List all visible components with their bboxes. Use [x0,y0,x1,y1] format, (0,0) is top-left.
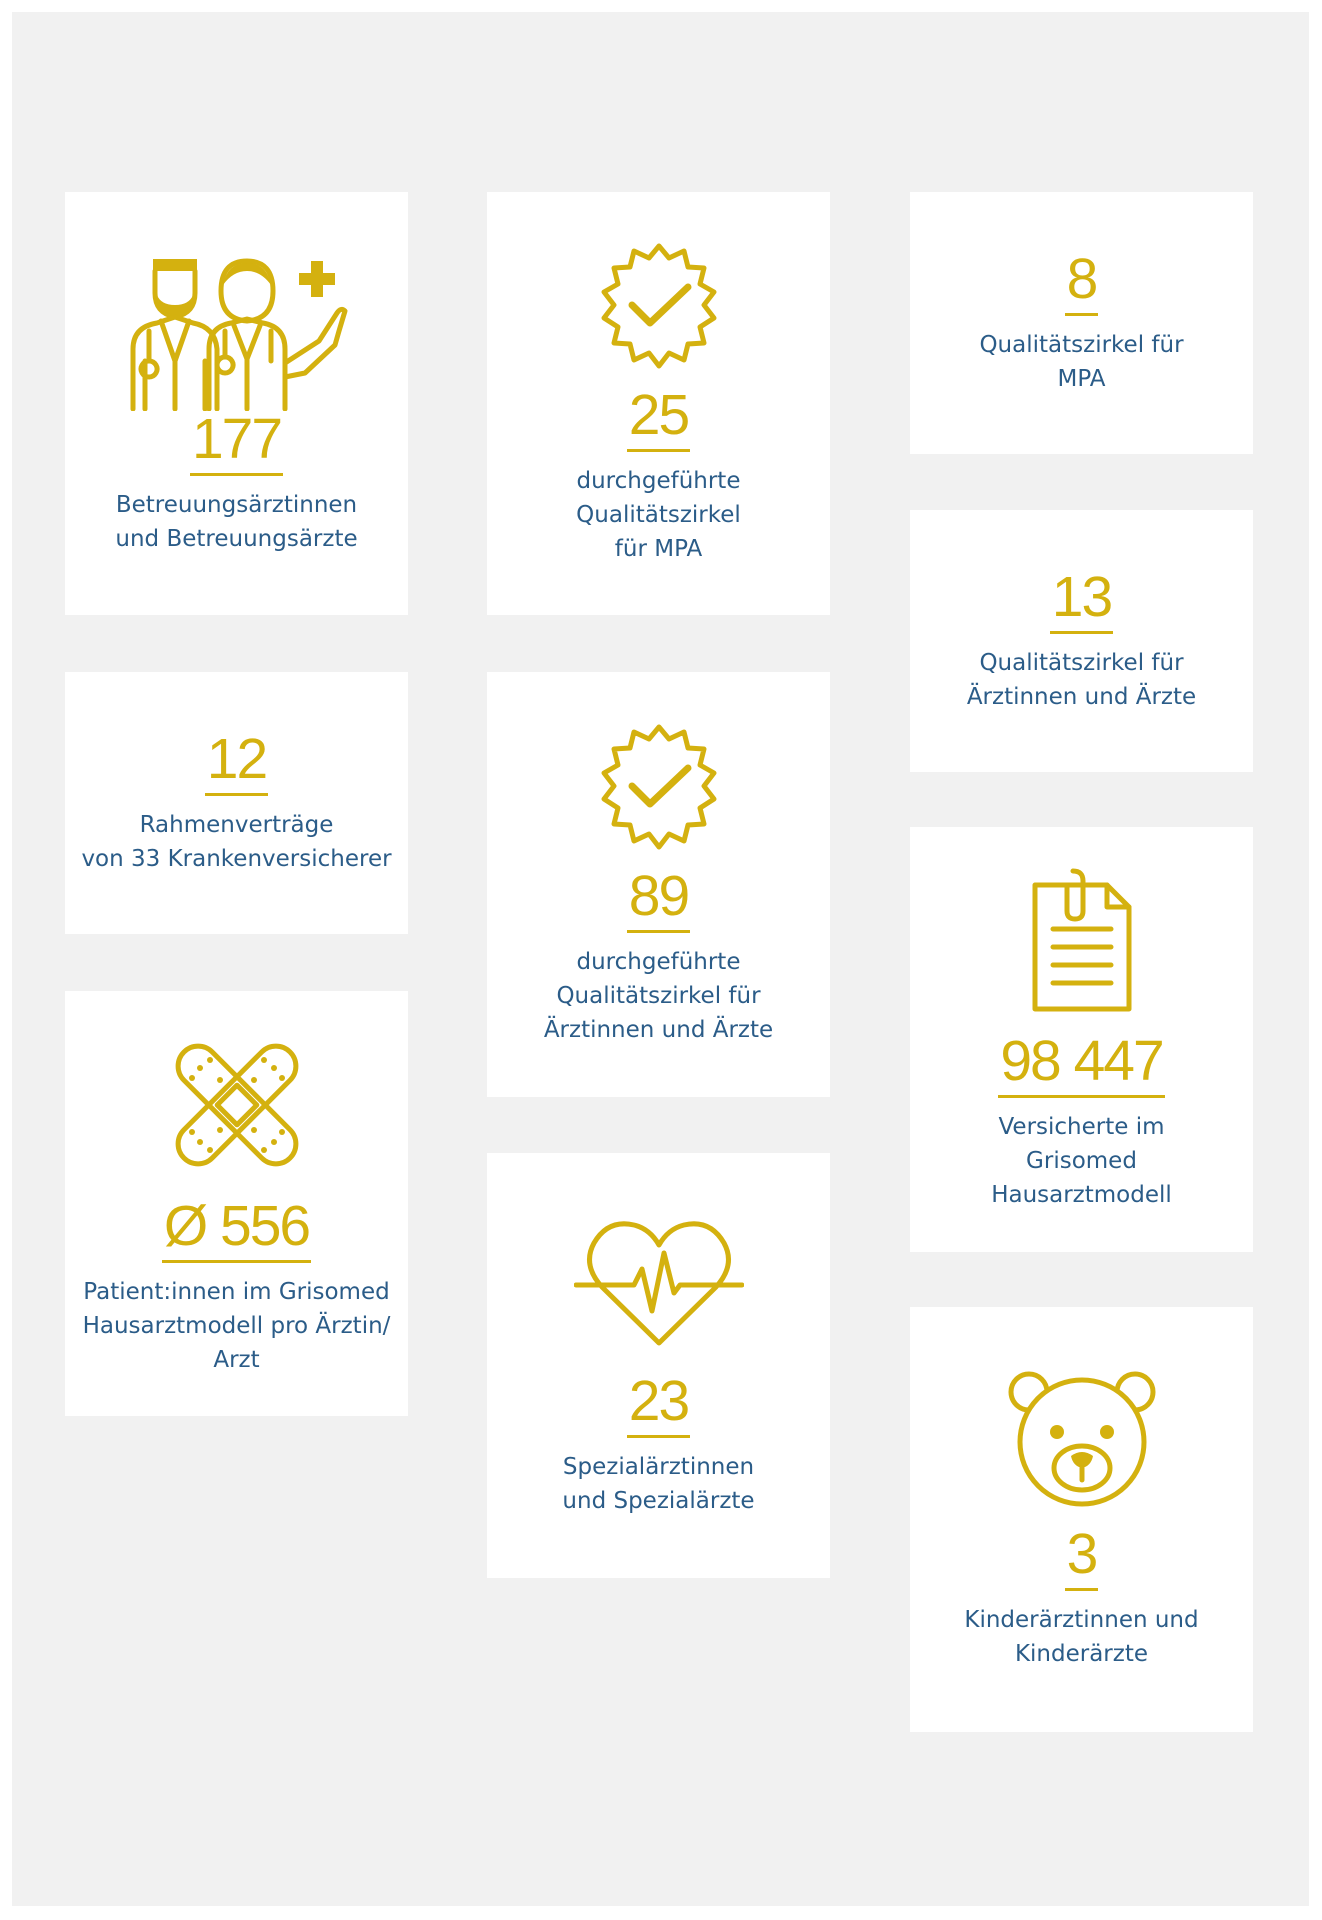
stat-card-doctors [65,192,408,615]
stat-card-contracts [65,672,408,934]
checkmark-badge-icon [594,722,724,852]
doctors-icon [125,251,349,411]
stat-value-insured: 98 447 [998,1033,1164,1098]
stat-value-contracts: 12 [205,731,268,796]
stat-label-pediatricians: Kinderärztinnen und Kinderärzte [964,1607,1199,1667]
stat-label-qc-mpa-done: durchgeführte Qualitätszirkel für MPA [576,468,741,562]
stat-label-qc-doctors: Qualitätszirkel für Ärztinnen und Ärzte [966,649,1197,710]
stat-value-qc-mpa-done: 25 [627,387,690,452]
stat-label-qc-doctors-done: durchgeführte Qualitätszirkel für Ärztinnen und Ärzte [543,949,774,1043]
stat-card-pediatricians [910,1307,1253,1732]
stat-value-qc-doctors: 13 [1050,569,1113,634]
stat-label-specialists: Spezialärztinnen und Spezialärzte [562,1454,755,1514]
stat-card-qc-mpa-done [487,192,830,615]
clipboard-icon [1027,867,1137,1017]
stat-card-qc-doctors [910,510,1253,772]
stat-label-qc-mpa: Qualitätszirkel für MPA [979,331,1184,392]
stat-card-qc-mpa [910,192,1253,454]
stat-label-patients: Patient:innen im Grisomed Hausarztmodell pro Ärztin/ Arzt [82,1279,391,1373]
stat-label-insured: Versicherte im Grisomed Hausarztmodell [991,1114,1172,1208]
teddy-bear-icon [1007,1368,1157,1508]
stat-value-doctors: 177 [190,411,283,476]
stat-value-pediatricians: 3 [1065,1526,1099,1591]
stat-label-doctors: Betreuungsärztinnen und Betreuungsärzte [115,492,358,552]
stat-card-patients [65,991,408,1416]
stat-label-contracts: Rahmenverträge von 33 Krankenversicherer [81,811,392,872]
stat-card-insured [910,827,1253,1252]
heartbeat-icon [574,1213,744,1353]
stats-panel [12,12,1309,1906]
stat-value-qc-mpa: 8 [1065,251,1099,316]
checkmark-badge-icon [594,241,724,371]
stat-card-qc-doctors-done [487,672,830,1097]
stat-card-specialists [487,1153,830,1578]
stat-value-patients: Ø 556 [162,1198,311,1263]
bandage-icon [162,1030,312,1180]
stat-value-specialists: 23 [627,1373,690,1438]
stat-value-qc-doctors-done: 89 [627,868,690,933]
